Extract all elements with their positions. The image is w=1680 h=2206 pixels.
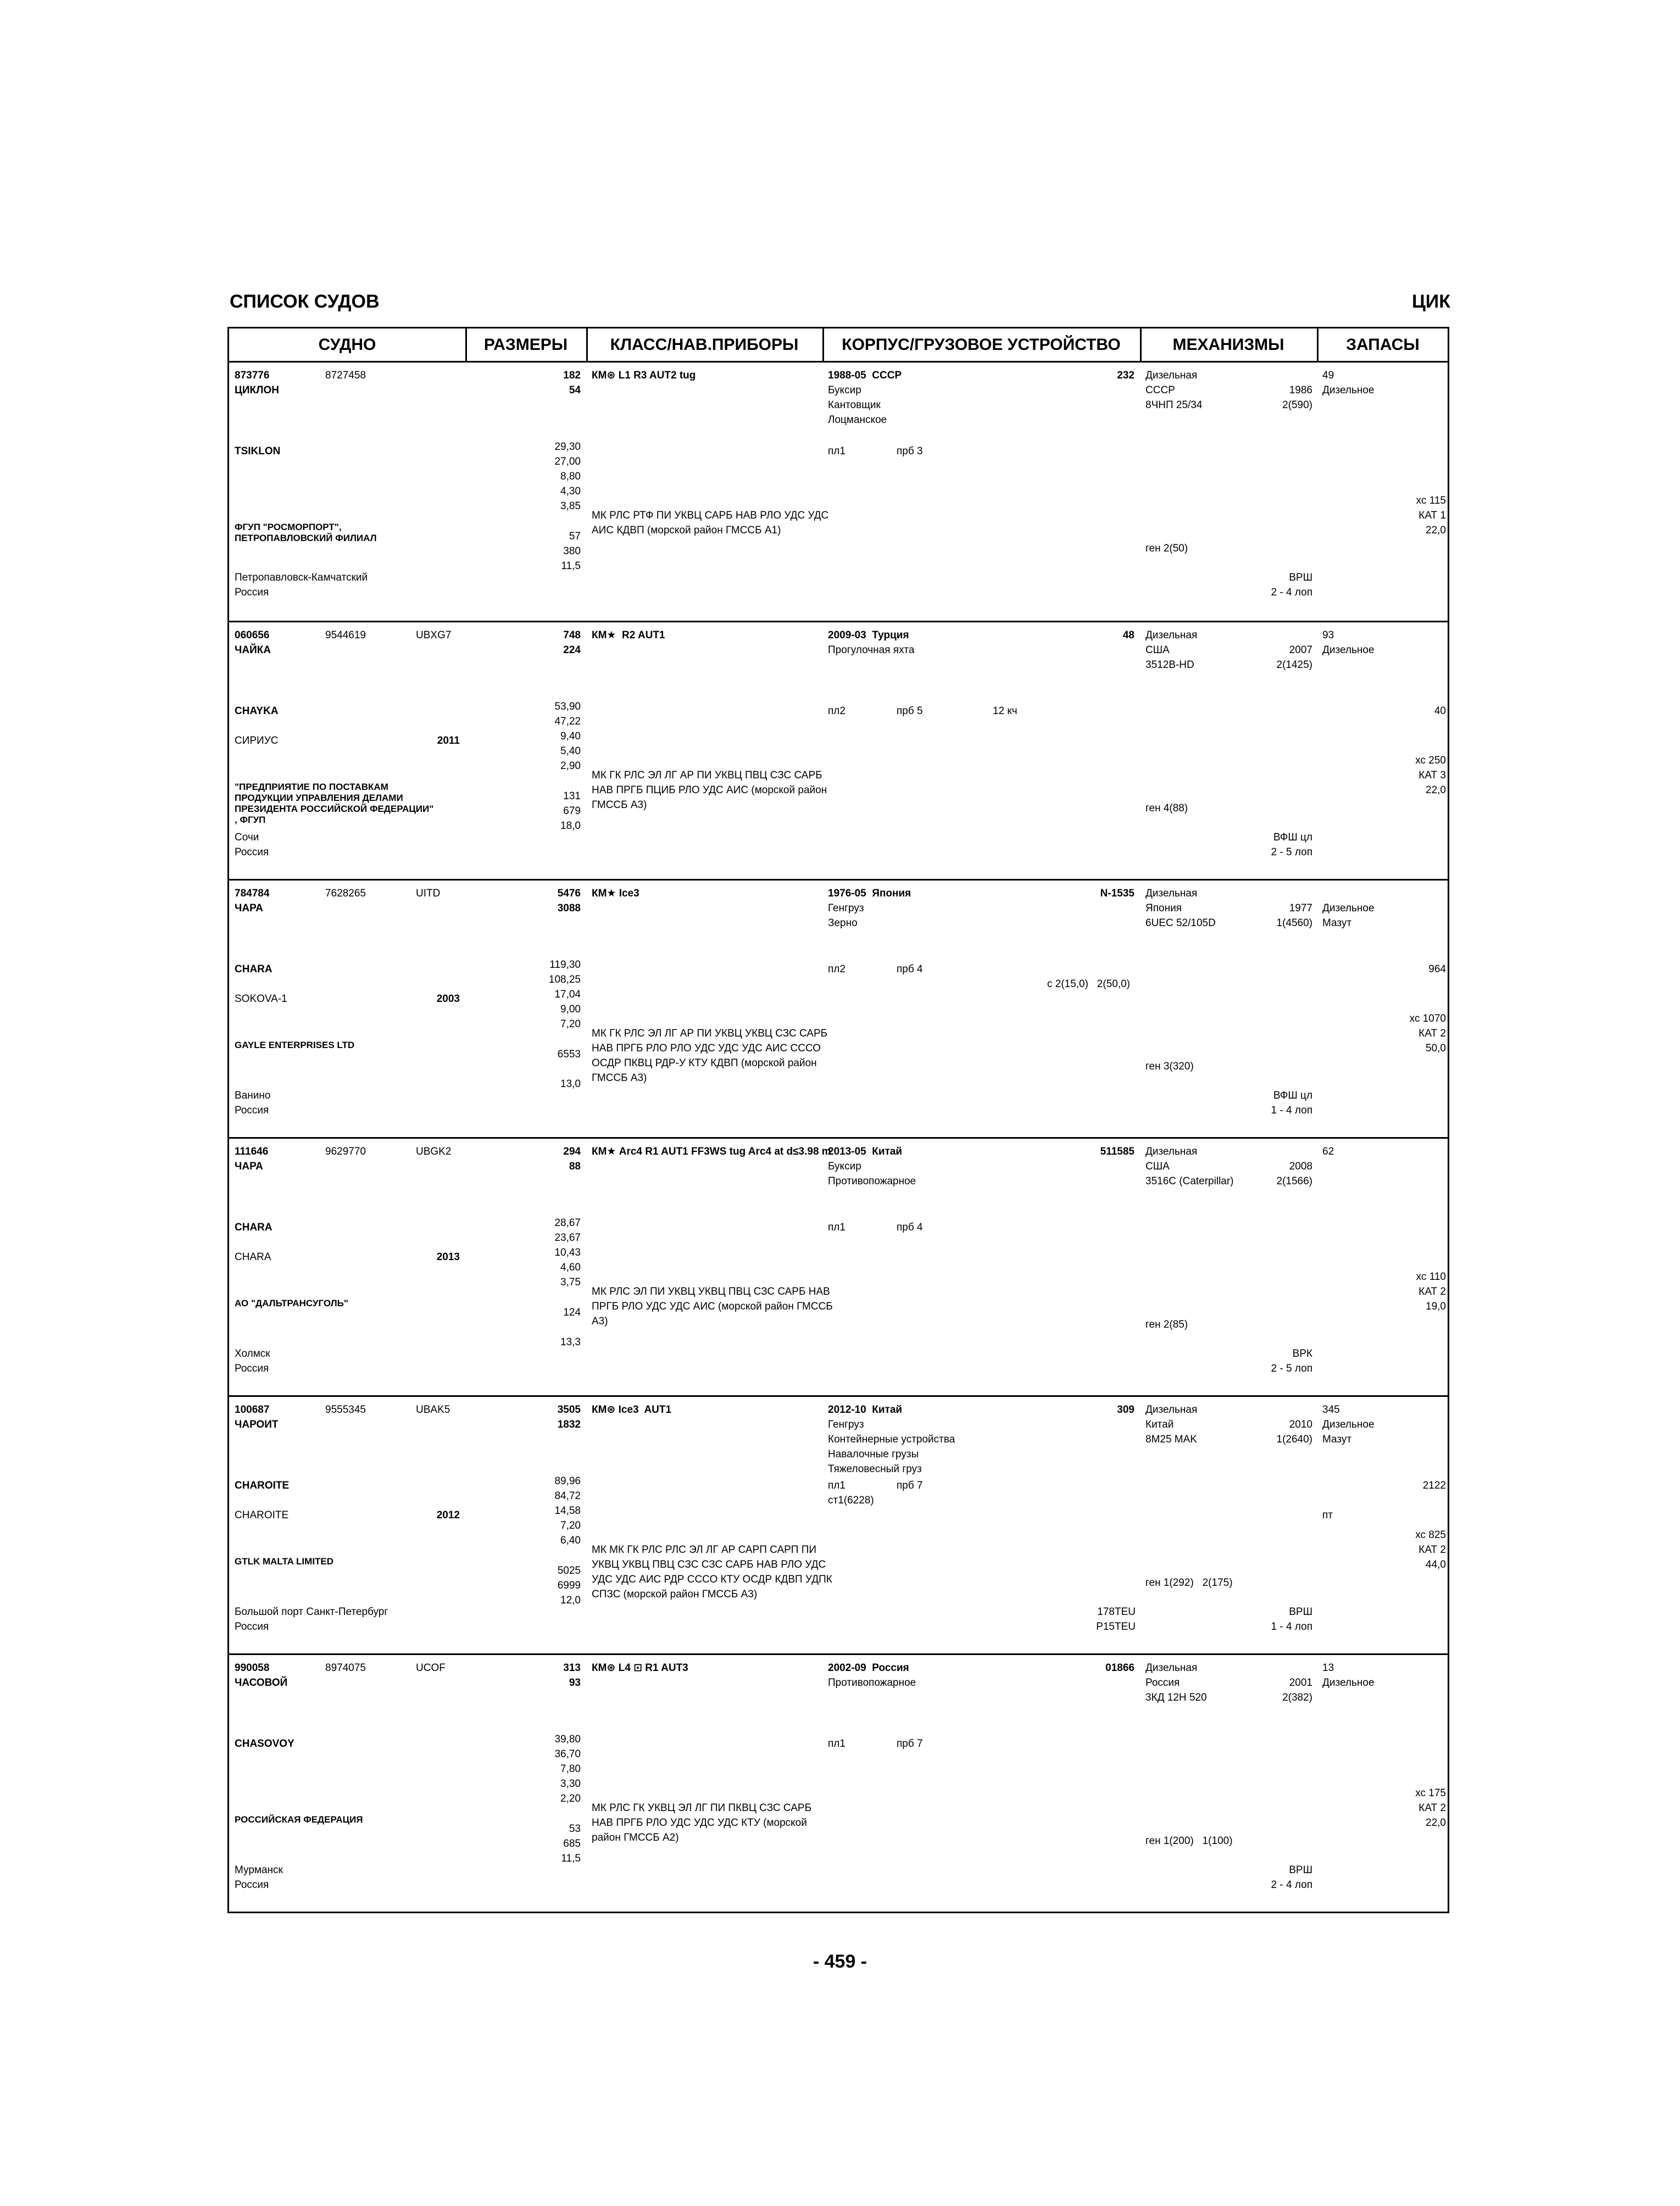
hull-built: 1988-05 СССР — [828, 370, 902, 381]
machinery-generators: ген 1(200) 1(100) — [1145, 1835, 1233, 1847]
dims-measures: 29,30 27,00 8,80 4,30 3,85 — [554, 441, 581, 512]
hull-built: 2002-09 Россия — [828, 1662, 909, 1674]
ship-name: ЦИКЛОН — [235, 385, 279, 396]
nav-equipment: МК РЛС РТФ ПИ УКВЦ САРБ НАВ РЛО УДС УДС АИС КДВП (морской район ГМССБ А1) — [592, 510, 829, 536]
ship-flag: Россия — [235, 1105, 269, 1116]
hull-bulkheads: прб 3 — [897, 445, 923, 457]
ship-year: 2011 — [437, 735, 460, 747]
hull-bulkheads: прб 7 — [897, 1480, 923, 1491]
stores-fuel: 13 Дизельное — [1322, 1662, 1375, 1689]
ship-flag: Россия — [235, 1879, 269, 1891]
nav-equipment: МК РЛС ЭЛ ПИ УКВЦ УКВЦ ПВЦ СЗС САРБ НАВ ПРГБ РЛО УДС УДС АИС (морской район ГМССБ А3) — [592, 1286, 833, 1327]
column-header-ship: СУДНО — [229, 328, 465, 363]
hull-decks: пл1 — [828, 445, 845, 457]
machinery-year-power: 1977 1(4560) — [1276, 903, 1312, 929]
ship-name: ЧАСОВОЙ — [235, 1677, 288, 1689]
divider — [822, 328, 824, 363]
machinery-main: Дизельная Россия 3КД 12Н 520 — [1145, 1662, 1207, 1703]
class-notation: КМ⊛ L4 ⊡ R1 AUT3 — [592, 1662, 688, 1674]
dims-tonnage: 3505 1832 — [557, 1404, 581, 1430]
ship-year: 2013 — [436, 1251, 460, 1263]
ship-owner: GTLK MALTA LIMITED — [235, 1556, 334, 1567]
ship-flag: Россия — [235, 846, 269, 858]
ship-record — [229, 363, 1448, 621]
hull-type: Прогулочная яхта — [828, 644, 915, 656]
ship-owner: РОССИЙСКАЯ ФЕДЕРАЦИЯ — [235, 1814, 363, 1825]
stores-fuel: 93 Дизельное — [1322, 630, 1375, 656]
ship-port: Ванино — [235, 1090, 271, 1101]
column-header-dimensions: РАЗМЕРЫ — [465, 328, 586, 363]
hull-type: Противопожарное — [828, 1677, 916, 1689]
divider — [586, 328, 588, 363]
ship-flag: Россия — [235, 587, 269, 598]
ship-port: Большой порт Санкт-Петербург — [235, 1606, 388, 1618]
stores-crew: хс 175 КАТ 2 22,0 — [1415, 1787, 1446, 1829]
hull-decks: пл2 — [828, 705, 845, 717]
dims-measures: 119,30 108,25 17,04 9,00 7,20 — [548, 959, 581, 1030]
hull-yard-number: N-1535 — [1100, 888, 1134, 899]
dims-measures: 89,96 84,72 14,58 7,20 6,40 — [554, 1475, 581, 1546]
hull-built: 1976-05 Япония — [828, 888, 911, 899]
dims-capacity: 6553 13,0 — [557, 1049, 581, 1090]
propeller: ВРШ 2 - 4 лоп — [1271, 1864, 1312, 1891]
hull-type: Буксир Противопожарное — [828, 1161, 916, 1187]
machinery-main: Дизельная США 3512B-HD — [1145, 630, 1198, 671]
hull-yard-number: 232 — [1117, 370, 1134, 381]
machinery-main: Дизельная Китай 8M25 MAK — [1145, 1404, 1198, 1445]
column-header-machinery: МЕХАНИЗМЫ — [1140, 328, 1317, 363]
ship-port: Холмск — [235, 1348, 270, 1360]
ship-callsign: UITD — [416, 888, 441, 899]
ship-latin-name: CHASOVOY — [235, 1738, 294, 1750]
stores-crew: хс 1070 КАТ 2 50,0 — [1409, 1013, 1446, 1054]
dims-tonnage: 294 88 — [563, 1146, 581, 1172]
class-notation: КМ★ R2 AUT1 — [592, 630, 665, 641]
ship-imo: 9629770 — [325, 1146, 366, 1157]
ship-latin-name: CHAYKA — [235, 705, 279, 717]
dims-capacity: 124 13,3 — [560, 1307, 581, 1348]
hull-built: 2013-05 Китай — [828, 1146, 903, 1157]
hull-yard-number: 511585 — [1100, 1146, 1134, 1157]
machinery-year-power: 1986 2(590) — [1282, 385, 1312, 411]
class-notation: КМ⊛ L1 R3 AUT2 tug — [592, 370, 696, 381]
dims-tonnage: 5476 3088 — [557, 888, 581, 914]
page-title: СПИСОК СУДОВ — [230, 291, 380, 312]
dims-measures: 53,90 47,22 9,40 5,40 2,90 — [554, 701, 581, 772]
ship-imo: 8974075 — [325, 1662, 366, 1674]
divider — [1140, 328, 1142, 363]
hull-teu: 178TEU P15TEU — [1096, 1606, 1136, 1633]
machinery-main: Дизельная СССР 8ЧНП 25/34 — [1145, 370, 1203, 411]
nav-equipment: МК РЛС ГК УКВЦ ЭЛ ЛГ ПИ ПКВЦ СЗС САРБ НАВ ПРГБ РЛО УДС УДС УДС КТУ (морской район ГМССБ А2) — [592, 1802, 812, 1843]
page-section-code: ЦИК — [1411, 291, 1450, 312]
stores-fuel: Дизельное Мазут — [1322, 903, 1375, 929]
machinery-year-power: 2001 2(382) — [1282, 1677, 1312, 1703]
dims-capacity: 53 685 11,5 — [561, 1823, 581, 1864]
ship-callsign: UCOF — [416, 1662, 446, 1674]
column-header-hull: КОРПУС/ГРУЗОВОЕ УСТРОЙСТВО — [822, 328, 1140, 363]
ship-callsign: UBAK5 — [416, 1404, 450, 1416]
propeller: ВРК 2 - 5 лоп — [1271, 1348, 1312, 1374]
ship-record — [229, 879, 1448, 1137]
page-number: - 459 - — [813, 1951, 867, 1972]
stores-fuel: 62 — [1322, 1146, 1334, 1157]
hull-decks: пл1 — [828, 1222, 845, 1233]
ship-reg-number: 100687 — [235, 1404, 270, 1416]
machinery-year-power: 2010 1(2640) — [1276, 1419, 1312, 1445]
stores-fuel: 49 Дизельное — [1322, 370, 1375, 396]
stores-capacity: 2122 — [1422, 1480, 1446, 1491]
ship-reg-number: 873776 — [235, 370, 270, 381]
ship-owner: "ПРЕДПРИЯТИЕ ПО ПОСТАВКАМ ПРОДУКЦИИ УПРАВЛЕНИЯ ДЕЛАМИ ПРЕЗИДЕНТА РОССИЙСКОЙ ФЕДЕРАЦИИ" , ФГУП — [235, 782, 434, 825]
class-notation: КМ⊛ Ice3 AUT1 — [592, 1404, 672, 1416]
ship-port: Сочи — [235, 832, 259, 843]
ship-reg-number: 111646 — [235, 1146, 269, 1157]
ship-name: ЧАЙКА — [235, 644, 271, 656]
ship-record — [229, 621, 1448, 879]
ship-latin-name: CHARA — [235, 1222, 272, 1233]
stores-capacity: 964 — [1428, 963, 1446, 975]
ship-imo: 7628265 — [325, 888, 366, 899]
machinery-generators: ген 4(88) — [1145, 803, 1188, 814]
propeller: ВРШ 2 - 4 лоп — [1271, 572, 1312, 598]
machinery-generators: ген 1(292) 2(175) — [1145, 1577, 1233, 1589]
hull-yard-number: 309 — [1117, 1404, 1134, 1416]
hull-bulkheads: прб 5 — [897, 705, 923, 717]
machinery-year-power: 2008 2(1566) — [1276, 1161, 1312, 1187]
ship-former-name: CHAROITE — [235, 1509, 289, 1521]
ship-record — [229, 1137, 1448, 1395]
stores-note: пт — [1322, 1509, 1333, 1521]
ship-record — [229, 1653, 1448, 1912]
ship-callsign: UBXG7 — [416, 630, 452, 641]
stores-crew: хс 250 КАТ 3 22,0 — [1415, 755, 1446, 796]
ship-name: ЧАРОИТ — [235, 1419, 279, 1430]
hull-type: Генгруз Контейнерные устройства Навалочные грузы Тяжеловесный груз — [828, 1419, 955, 1475]
stores-crew: хс 110 КАТ 2 19,0 — [1416, 1271, 1446, 1312]
ship-record — [229, 1395, 1448, 1653]
stores-crew: хс 115 КАТ 1 22,0 — [1416, 495, 1446, 536]
ship-latin-name: CHARA — [235, 963, 272, 975]
hull-yard-number: 48 — [1122, 630, 1134, 641]
nav-equipment: МК ГК РЛС ЭЛ ЛГ АР ПИ УКВЦ ПВЦ СЗС САРБ НАВ ПРГБ ПЦИБ РЛО УДС АИС (морской район ГМССБ А3) — [592, 770, 827, 811]
column-header-stores: ЗАПАСЫ — [1317, 328, 1449, 363]
hull-type: Генгруз Зерно — [828, 903, 864, 929]
ship-year: 2012 — [436, 1509, 460, 1521]
ship-table — [227, 327, 1449, 1913]
ship-name: ЧАРА — [235, 903, 263, 914]
stores-fuel: 345 Дизельное Мазут — [1322, 1404, 1375, 1445]
machinery-main: Дизельная США 3516C (Caterpillar) — [1145, 1146, 1234, 1187]
machinery-generators: ген 3(320) — [1145, 1061, 1194, 1072]
dims-capacity: 5025 6999 12,0 — [557, 1565, 581, 1606]
ship-port: Петропавловск-Камчатский — [235, 572, 368, 583]
divider — [1317, 328, 1319, 363]
ship-owner: ФГУП "РОСМОРПОРТ", ПЕТРОПАВЛОВСКИЙ ФИЛИАЛ — [235, 522, 377, 543]
ship-owner: GAYLE ENTERPRISES LTD — [235, 1040, 355, 1050]
class-notation: КМ★ Ice3 — [592, 888, 639, 899]
stores-crew: хс 825 КАТ 2 44,0 — [1415, 1529, 1446, 1570]
ship-reg-number: 784784 — [235, 888, 270, 899]
dims-measures: 28,67 23,67 10,43 4,60 3,75 — [554, 1217, 581, 1288]
ship-year: 2003 — [436, 993, 460, 1005]
propeller: ВРШ 1 - 4 лоп — [1271, 1606, 1312, 1633]
nav-equipment: МК МК ГК РЛС РЛС ЭЛ ЛГ АР САРП САРП ПИ УКВЦ УКВЦ ПВЦ СЗС СЗС САРБ НАВ РЛО УДС УДС УДС АИС РДР СССО КТУ ОСДР КДВП УДПК СПЗС (морской район ГМССБ А3) — [592, 1544, 832, 1600]
hull-yard-number: 01866 — [1105, 1662, 1134, 1674]
column-header-class: КЛАСС/НАВ.ПРИБОРЫ — [586, 328, 822, 363]
class-notation: КМ★ Arc4 R1 AUT1 FF3WS tug Arc4 at d≤3.98 m — [592, 1146, 831, 1157]
dims-capacity: 131 679 18,0 — [560, 790, 581, 832]
ship-flag: Россия — [235, 1363, 269, 1374]
ship-reg-number: 990058 — [235, 1662, 270, 1674]
hull-bulkheads: прб 4 — [897, 963, 923, 975]
ship-latin-name: TSIKLON — [235, 445, 281, 457]
ship-name: ЧАРА — [235, 1161, 263, 1172]
ship-imo: 9555345 — [325, 1404, 366, 1416]
hull-decks: пл2 — [828, 963, 845, 975]
dims-tonnage: 748 224 — [563, 630, 581, 656]
ship-former-name: CHARA — [235, 1251, 271, 1263]
ship-former-name: SOKOVA-1 — [235, 993, 287, 1005]
hull-cargo-gear: с 2(15,0) 2(50,0) — [1047, 978, 1130, 990]
dims-tonnage: 313 93 — [563, 1662, 581, 1689]
hull-decks: пл1 — [828, 1738, 845, 1750]
machinery-main: Дизельная Япония 6UEC 52/105D — [1145, 888, 1216, 929]
divider — [465, 328, 467, 363]
hull-extra: 12 кч — [993, 705, 1017, 717]
hull-bulkheads: прб 4 — [897, 1222, 923, 1233]
dims-capacity: 57 380 11,5 — [561, 531, 581, 572]
hull-built: 2009-03 Турция — [828, 630, 909, 641]
ship-port: Мурманск — [235, 1864, 283, 1876]
ship-latin-name: CHAROITE — [235, 1480, 290, 1491]
nav-equipment: МК ГК РЛС ЭЛ ЛГ АР ПИ УКВЦ УКВЦ СЗС САРБ НАВ ПРГБ РЛО РЛО УДС УДС УДС АИС СССО ОСДР ПКВЦ РДР-У КТУ КДВП (морской район ГМССБ А3) — [592, 1028, 828, 1084]
ship-imo: 9544619 — [325, 630, 366, 641]
ship-owner: АО "ДАЛЬТРАНСУГОЛЬ" — [235, 1298, 348, 1308]
ship-callsign: UBGK2 — [416, 1146, 452, 1157]
ship-former-name: СИРИУС — [235, 735, 279, 747]
propeller: ВФШ цл 1 - 4 лоп — [1271, 1090, 1312, 1116]
ship-flag: Россия — [235, 1621, 269, 1633]
machinery-year-power: 2007 2(1425) — [1276, 644, 1312, 671]
hull-bulkheads: прб 7 — [897, 1738, 923, 1750]
ship-reg-number: 060656 — [235, 630, 270, 641]
stores-capacity: 40 — [1434, 705, 1446, 717]
hull-built: 2012-10 Китай — [828, 1404, 903, 1416]
ship-imo: 8727458 — [325, 370, 366, 381]
machinery-generators: ген 2(50) — [1145, 543, 1188, 554]
machinery-generators: ген 2(85) — [1145, 1319, 1188, 1330]
dims-tonnage: 182 54 — [563, 370, 581, 396]
hull-decks: пл1 ст1(6228) — [828, 1480, 874, 1506]
hull-type: Буксир Кантовщик Лоцманское — [828, 385, 887, 426]
dims-measures: 39,80 36,70 7,80 3,30 2,20 — [554, 1734, 581, 1804]
propeller: ВФШ цл 2 - 5 лоп — [1271, 832, 1312, 858]
